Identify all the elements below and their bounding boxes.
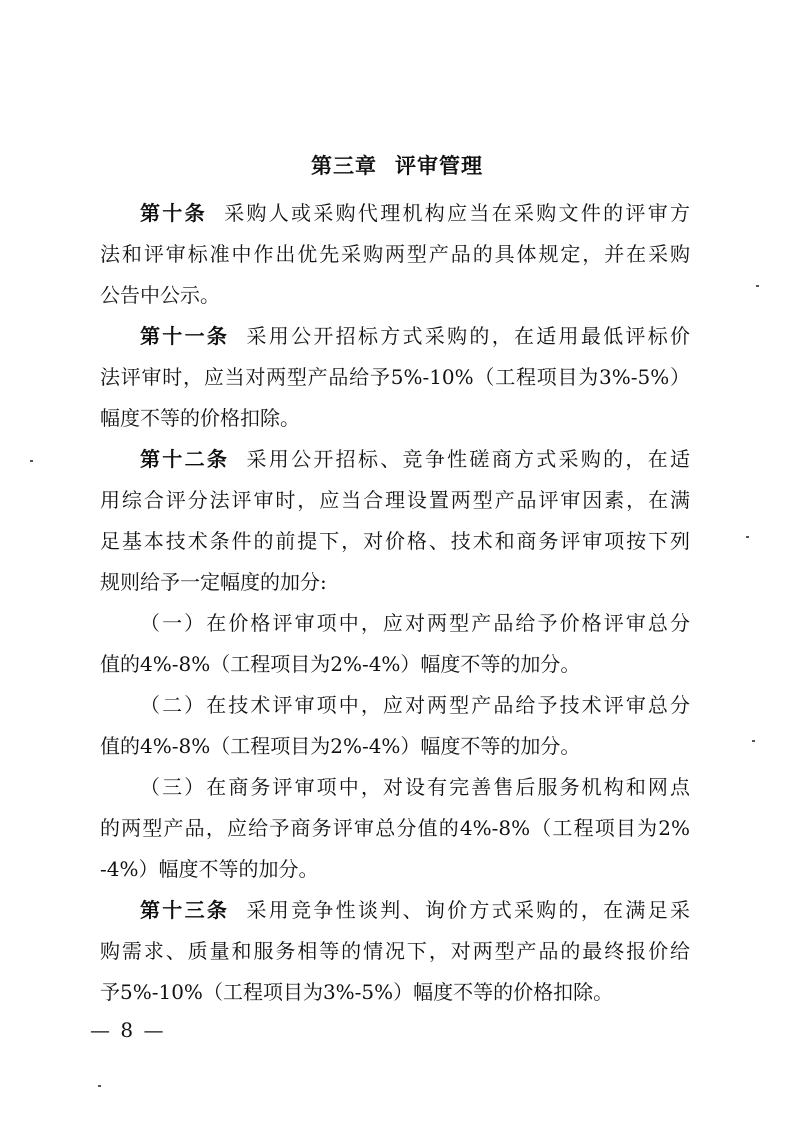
item-1-line-1: （一）在价格评审项中，应对两型产品给予价格评审总分 [140,611,690,635]
item-2-line-1: （二）在技术评审项中，应对两型产品给予技术评审总分 [140,693,690,717]
article-12-line-1 [140,445,690,473]
article-11-line-2: 法评审时，应当对两型产品给予5%-10%（工程项目为3%-5%） [100,365,690,389]
article-11-text-1: 采用公开招标方式采购的，在适用最低评标价 [246,324,691,348]
scan-speck [98,1085,101,1087]
article-11-line-1 [140,322,690,350]
article-12-line-4: 规则给予一定幅度的加分: [100,570,327,594]
article-11-label: 第十一条 [140,324,230,348]
article-10-text-1: 采购人或采购代理机构应当在采购文件的评审方 [224,201,691,225]
item-1-line-2: 值的4%-8%（工程项目为2%-4%）幅度不等的加分。 [100,652,581,676]
article-13-label: 第十三条 [140,898,230,922]
scan-speck [746,536,749,538]
article-10-label: 第十条 [140,201,207,225]
scan-speck [752,740,755,742]
article-13-text-1: 采用竞争性谈判、询价方式采购的，在满足采 [246,898,691,922]
article-12-label: 第十二条 [140,447,230,471]
article-12-text-1: 采用公开招标、竞争性磋商方式采购的，在适 [246,447,691,471]
item-3-line-2: 的两型产品，应给予商务评审总分值的4%-8%（工程项目为2% [100,816,690,840]
item-3-line-3: -4%）幅度不等的加分。 [100,857,319,881]
article-10-line-2: 法和评审标准中作出优先采购两型产品的具体规定，并在采购 [100,242,690,266]
article-12-line-3: 足基本技术条件的前提下，对价格、技术和商务评审项按下列 [100,529,690,553]
article-11-line-3: 幅度不等的价格扣除。 [100,406,300,430]
article-13-line-3: 予5%-10%（工程项目为3%-5%）幅度不等的价格扣除。 [100,980,614,1004]
chapter-number: 第三章 [311,154,377,178]
article-10-line-3: 公告中公示。 [100,283,220,307]
article-10-line-1 [140,199,690,227]
chapter-heading [0,150,794,180]
article-12-line-2: 用综合评分法评审时，应当合理设置两型产品评审因素，在满 [100,488,690,512]
page-number: — 8 — [90,1018,166,1042]
article-13-line-2: 购需求、质量和服务相等的情况下，对两型产品的最终报价给 [100,939,690,963]
item-3-line-1: （三）在商务评审项中，对设有完善售后服务机构和网点 [140,775,690,799]
chapter-title: 评审管理 [395,154,483,178]
item-2-line-2: 值的4%-8%（工程项目为2%-4%）幅度不等的加分。 [100,734,581,758]
scan-speck [30,460,33,462]
article-13-line-1 [140,896,690,924]
scan-speck [756,285,759,287]
